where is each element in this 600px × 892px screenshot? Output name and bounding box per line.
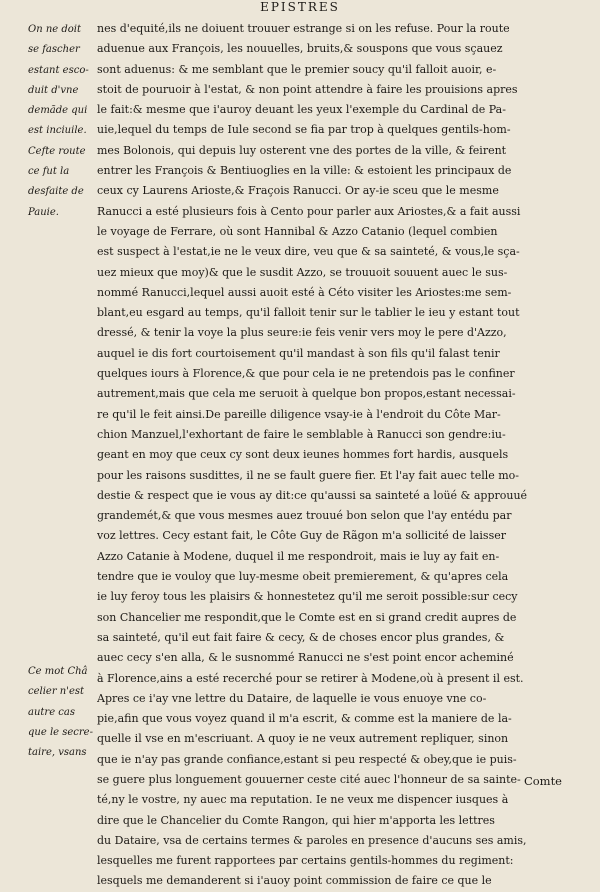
text-line: chion Manzuel,l'exhortant de faire le semblable à Ranucci son gendre:iu- [97,427,506,441]
text-line: pie,afin que vous voyez quand il m'a escrit, & comme est la maniere de la- [97,712,512,726]
text-line: té,ny le vostre, ny auec ma reputation. Ie ne veux me dispencer iusques à [97,793,509,807]
text-line: grandemét,& que vous mesmes auez trouué bon selon que l'ay entédu par [97,509,512,523]
margin-note: estant esco- [28,64,89,76]
text-line: sa sainteté, qu'il eut fait faire & cecy, & de choses encor plus grandes, & [97,630,505,644]
text-line: stoit de pouruoir à l'estat, & non point attendre à faire les prouisions apres [97,82,518,96]
margin-note: Pauie. [28,206,59,218]
text-line: à Florence,ains a esté recerché pour se retirer à Modene,où à present il est. [97,671,524,685]
text-line: mes Bolonois, qui depuis luy osterent vne des portes de la ville, & feirent [97,143,507,157]
text-line: nommé Ranucci,lequel aussi auoit esté à Céto visiter les Ariostes:me sem- [97,285,512,299]
margin-note: Ce mot Châ [28,666,88,677]
margin-note: celier n'est [28,686,85,698]
text-line: auec cecy s'en alla, & le susnommé Ranucci ne s'est point encor acheminé [97,651,514,665]
text-line: ie luy feroy tous les plaisirs & honnestetez qu'il me seroit possible:sur cecy [97,590,518,604]
margin-note: autre cas [28,706,75,718]
margin-notes [28,20,98,223]
text-line: se guere plus longuement gouuerner ceste cité auec l'honneur de sa sainte- [97,772,521,786]
body-text [97,19,567,892]
text-line: est suspect à l'estat,ie ne le veux dire, veu que & sa sainteté, & vous,le sça- [97,245,520,259]
margin-note: taire, vsans [28,747,87,759]
text-line: uie,lequel du temps de Iule second se fia par trop à quelques gentils-hom- [97,123,511,137]
text-line: quelle il vse en m'escriuant. A quoy ie ne veux autrement repliquer, sinon [97,732,509,746]
text-line: entrer les François & Bentiuoglies en la ville: & estoient les principaux de [97,164,512,178]
margin-note: Cefte route [28,145,86,157]
text-line: son Chancelier me respondit,que le Comte est en si grand credit aupres de [97,610,517,624]
text-line: quelques iours à Florence,& que pour cela ie ne pretendois pas le confiner [97,367,515,381]
margin-note: demãde qui [28,105,88,117]
text-line: lesquelles me furent rapportees par certains gentils-hommes du regiment: [97,854,514,868]
text-line: re qu'il le feit ainsi.De pareille diligence vsay-ie à l'endroit du Côte Mar- [97,407,501,421]
catchword: Comte [523,774,562,788]
text-line: tendre que ie vouloy que luy-mesme obeit premierement, & qu'apres cela [97,570,509,584]
margin-note: duit d'vne [28,84,79,96]
margin-notes-lower [28,662,98,763]
text-line: lesquels me demanderent si i'auoy point commission de faire ce que le [97,874,492,888]
text-line: destie & respect que ie vous ay dit:ce qu'aussi sa sainteté a loüé & approuué [97,488,528,502]
text-line: nes d'equité,ils ne doiuent trouuer estrange si on les refuse. Pour la route [97,22,510,35]
margin-note: On ne doit [28,24,81,35]
text-line: Ranucci a esté plusieurs fois à Cento pour parler aux Ariostes,& a fait aussi [97,204,521,218]
margin-note: ce fut la [28,166,70,178]
text-line: dressé, & tenir la voye la plus seure:ie feis venir vers moy le pere d'Azzo, [97,326,507,340]
margin-note: que le secre- [28,726,93,738]
text-line: auquel ie dis fort courtoisement qu'il mandast à son fils qu'il falast tenir [97,346,500,360]
text-line: le fait:& mesme que i'auroy deuant les yeux l'exemple du Cardinal de Pa- [97,103,506,117]
text-line: que ie n'ay pas grande confiance,estant si peu respecté & obey,que ie puis- [97,752,517,766]
text-line: geant en moy que ceux cy sont deux ieunes hommes fort hardis, ausquels [97,448,509,462]
margin-note: desfaite de [28,186,84,198]
running-head: EPISTRES [260,0,340,14]
text-line: aduenue aux François, les nouuelles, bruits,& souspons que vous sçauez [97,42,503,56]
text-line: dire que le Chancelier du Comte Rangon, qui hier m'apporta les lettres [97,813,495,827]
text-line: Apres ce i'ay vne lettre du Dataire, de laquelle ie vous enuoye vne co- [97,691,487,705]
text-line: voz lettres. Cecy estant fait, le Côte Guy de Rãgon m'a sollicité de laisser [97,529,506,543]
text-line: Azzo Catanie à Modene, duquel il me respondroit, mais ie luy ay fait en- [97,549,500,563]
text-line: blant,eu esgard au temps, qu'il falloit tenir sur le tablier le ieu y estant tout [97,306,520,320]
text-line: le voyage de Ferrare, où sont Hannibal & Azzo Catanio (lequel combien [97,224,498,238]
text-line: pour les raisons susdittes, il ne se fault guere fier. Et l'ay fait auec telle mo- [97,468,520,482]
text-line: ceux cy Laurens Arioste,& Fraçois Ranucci. Or ay-ie sceu que le mesme [97,184,499,198]
text-line: sont aduenus: & me semblant que le premier soucy qu'il falloit auoir, e- [97,62,497,76]
text-line: autrement,mais que cela me seruoit à quelque bon propos,estant necessai- [97,387,516,401]
margin-note: se fascher [28,44,80,56]
margin-note: est inciuile. [28,125,87,137]
text-line: uez mieux que moy)& que le susdit Azzo, se trouuoit souuent auec le sus- [97,265,508,279]
text-line: du Dataire, vsa de certains termes & paroles en presence d'aucuns ses amis, [97,833,527,847]
